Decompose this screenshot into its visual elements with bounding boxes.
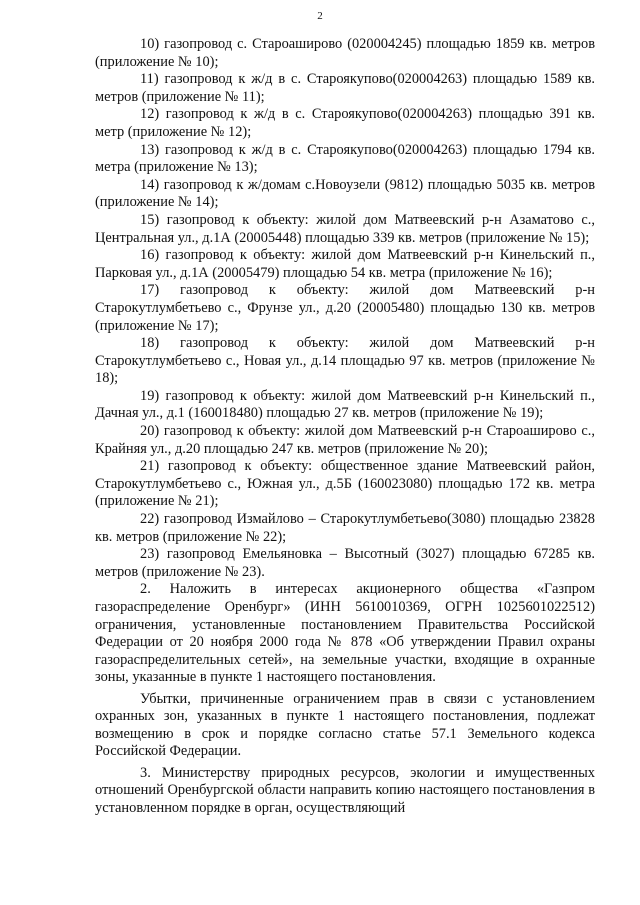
list-item-22: 22) газопровод Измайлово – Старокутлумбетьево(3080) площадью 23828 кв. метров (приложение № 22);: [95, 511, 595, 545]
document-body: [95, 36, 595, 817]
paragraph-3: 3. Министерству природных ресурсов, экологии и имущественных отношений Оренбургской области направить копию настоящего постановления в установленном порядке в орган, осуществляющий: [95, 764, 595, 816]
list-item-17: 17) газопровод к объекту: жилой дом Матвеевский р-н Старокутлумбетьево с., Фрунзе ул., д.20 (20005480) площадью 130 кв. метров (приложение № 17);: [95, 282, 595, 334]
list-item-16: 16) газопровод к объекту: жилой дом Матвеевский р-н Кинельский п., Парковая ул., д.1А (20005479) площадью 54 кв. метра (приложение № 16);: [95, 247, 595, 281]
list-item-13: 13) газопровод к ж/д в с. Староякупово(020004263) площадью 1794 кв. метра (приложение № 13);: [95, 141, 595, 176]
paragraph-losses: Убытки, причиненные ограничением прав в связи с установлением охранных зон, указанных в пункте 1 настоящего постановления, подлежат возмещению в срок и порядке согласно статье 57.1 Земельного кодекса Российской Федерации.: [95, 690, 595, 760]
list-item-23: 23) газопровод Емельяновка – Высотный (3027) площадью 67285 кв. метров (приложение № 23).: [95, 546, 595, 580]
list-item-14: 14) газопровод к ж/домам с.Новоузели (9812) площадью 5035 кв. метров (приложение № 14);: [95, 176, 595, 211]
list-item-21: 21) газопровод к объекту: общественное здание Матвеевский район, Старокутлумбетьево с., Южная ул., д.5Б (160023080) площадью 172 кв. метра (приложение № 21);: [95, 458, 595, 510]
page-number: 2: [317, 10, 323, 22]
paragraph-2: 2. Наложить в интересах акционерного общества «Газпром газораспределение Оренбург» (ИНН 5610010369, ОГРН 1025601022512) ограничения, установленные постановлением Правительства Российской Федерации от 20 ноября 2000 года № 878 «Об утверждении Правил охраны газораспределительных сетей», на земельные участки, входящие в охранные зоны, указанные в пункте 1 настоящего постановления.: [95, 581, 595, 686]
list-item-18: 18) газопровод к объекту: жилой дом Матвеевский р-н Старокутлумбетьево с., Новая ул., д.14 площадью 97 кв. метров (приложение № 18);: [95, 335, 595, 387]
list-item-15: 15) газопровод к объекту: жилой дом Матвеевский р-н Азаматово с., Центральная ул., д.1А (20005448) площадью 339 кв. метров (приложение № 15);: [95, 211, 595, 246]
list-item-10: 10) газопровод с. Староаширово (020004245) площадью 1859 кв. метров (приложение № 10);: [95, 36, 595, 70]
list-item-20: 20) газопровод к объекту: жилой дом Матвеевский р-н Староаширово с., Крайняя ул., д.20 площадью 247 кв. метров (приложение № 20);: [95, 423, 595, 457]
list-item-12: 12) газопровод к ж/д в с. Староякупово(020004263) площадью 391 кв. метр (приложение № 12);: [95, 106, 595, 140]
list-item-11: 11) газопровод к ж/д в с. Староякупово(020004263) площадью 1589 кв. метров (приложение № 11);: [95, 71, 595, 105]
list-item-19: 19) газопровод к объекту: жилой дом Матвеевский р-н Кинельский п., Дачная ул., д.1 (160018480) площадью 27 кв. метров (приложение № 19);: [95, 387, 595, 422]
